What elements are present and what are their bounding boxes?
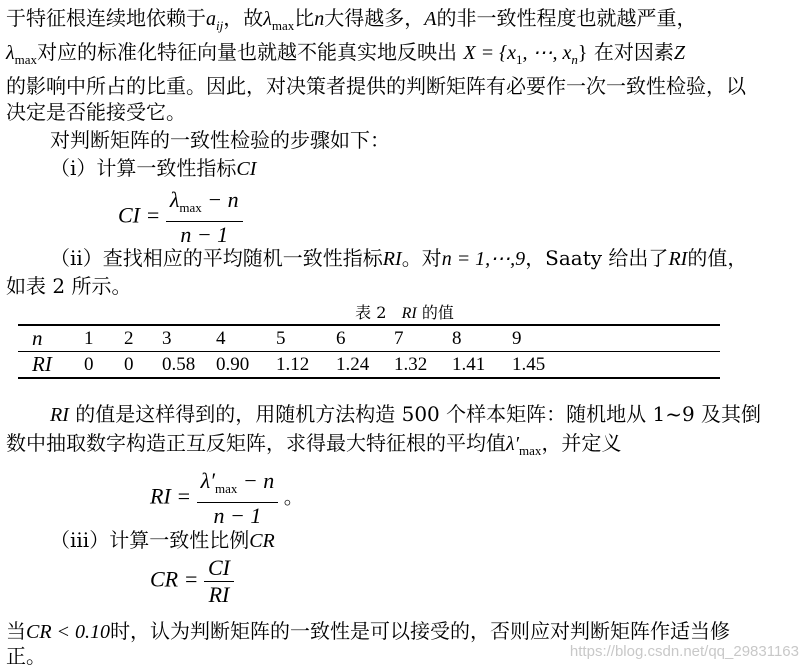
- table-cell: 3: [162, 325, 216, 352]
- watermark: https://blog.csdn.net/qq_29831163: [569, 643, 799, 660]
- table-cell: 1.45: [512, 353, 546, 375]
- table-cell: 1.12: [276, 353, 310, 375]
- step2-line2: 如表 2 所示。: [6, 274, 132, 298]
- table-cell: 9: [512, 325, 720, 352]
- table-cell: 0.58: [162, 353, 196, 375]
- table-row-ri: [18, 352, 720, 379]
- row-label-n: n: [18, 325, 84, 352]
- steps-intro: 对判断矩阵的一致性检验的步骤如下：: [50, 128, 390, 152]
- table-cell: 7: [394, 325, 452, 352]
- para1-line1: 于特征根连续地依赖于$a_{ij}$，故$\lambda_{max}$比n大得越多，A的非一致性程度也就越严重，: [6, 6, 697, 33]
- table-cell: 0.90: [216, 353, 250, 375]
- formula-cr: CR = $\frac{CI}{RI}$: [150, 555, 234, 608]
- step2-line1: （ii）查找相应的平均随机一致性指标RI。对n = 1,⋯,9，Saaty 给出了RI的值，: [50, 246, 748, 270]
- table-cell: 2: [124, 325, 162, 352]
- formula-ri: RI = $\frac{\lambda'_{max} - n}{n - 1}$ 。: [150, 468, 304, 528]
- table-cell: 8: [452, 325, 512, 352]
- row-label-ri: RI: [32, 352, 52, 376]
- table-cell: 1.41: [452, 353, 486, 375]
- table-cell: 0: [84, 353, 94, 375]
- table-row-n: [18, 325, 720, 352]
- table-cell: 5: [276, 325, 336, 352]
- table-cell: 6: [336, 325, 394, 352]
- step1-heading: （i）计算一致性指标CI: [50, 156, 257, 180]
- conclusion-line1: 当CR < 0.10时，认为判断矩阵的一致性是可以接受的，否则应对判断矩阵作适当修: [6, 619, 731, 643]
- table-caption: 表 2 RI 的值: [355, 303, 454, 322]
- ri-table: [18, 324, 720, 379]
- step3-heading: （iii）计算一致性比例CR: [50, 528, 275, 552]
- ri-para-line2: 数中抽取数字构造正互反矩阵，求得最大特征根的平均值$\lambda'_{max}$，并定义: [6, 431, 622, 458]
- table-cell: 1.24: [336, 353, 370, 375]
- formula-ci: CI = $\frac{\lambda_{max} - n}{n - 1}$: [118, 187, 243, 248]
- para1-line2: $\lambda_{max}$对应的标准化特征向量也就越不能真实地反映出 $X = \{x_1$, ⋯, $x_n$} 在对因素Z: [6, 40, 685, 67]
- table-cell: 1: [84, 325, 124, 352]
- ri-para-line1: RI 的值是这样得到的，用随机方法构造 500 个样本矩阵：随机地从 1~9 及其倒: [50, 402, 762, 426]
- table-cell: 0: [124, 353, 134, 375]
- para1-line3: 的影响中所占的比重。因此，对决策者提供的判断矩阵有必要作一次一致性检验，以: [6, 74, 746, 98]
- conclusion-line2: 正。: [6, 644, 46, 668]
- para1-line4: 决定是否能接受它。: [6, 100, 186, 124]
- table-cell: 1.32: [394, 353, 428, 375]
- table-cell: 4: [216, 325, 276, 352]
